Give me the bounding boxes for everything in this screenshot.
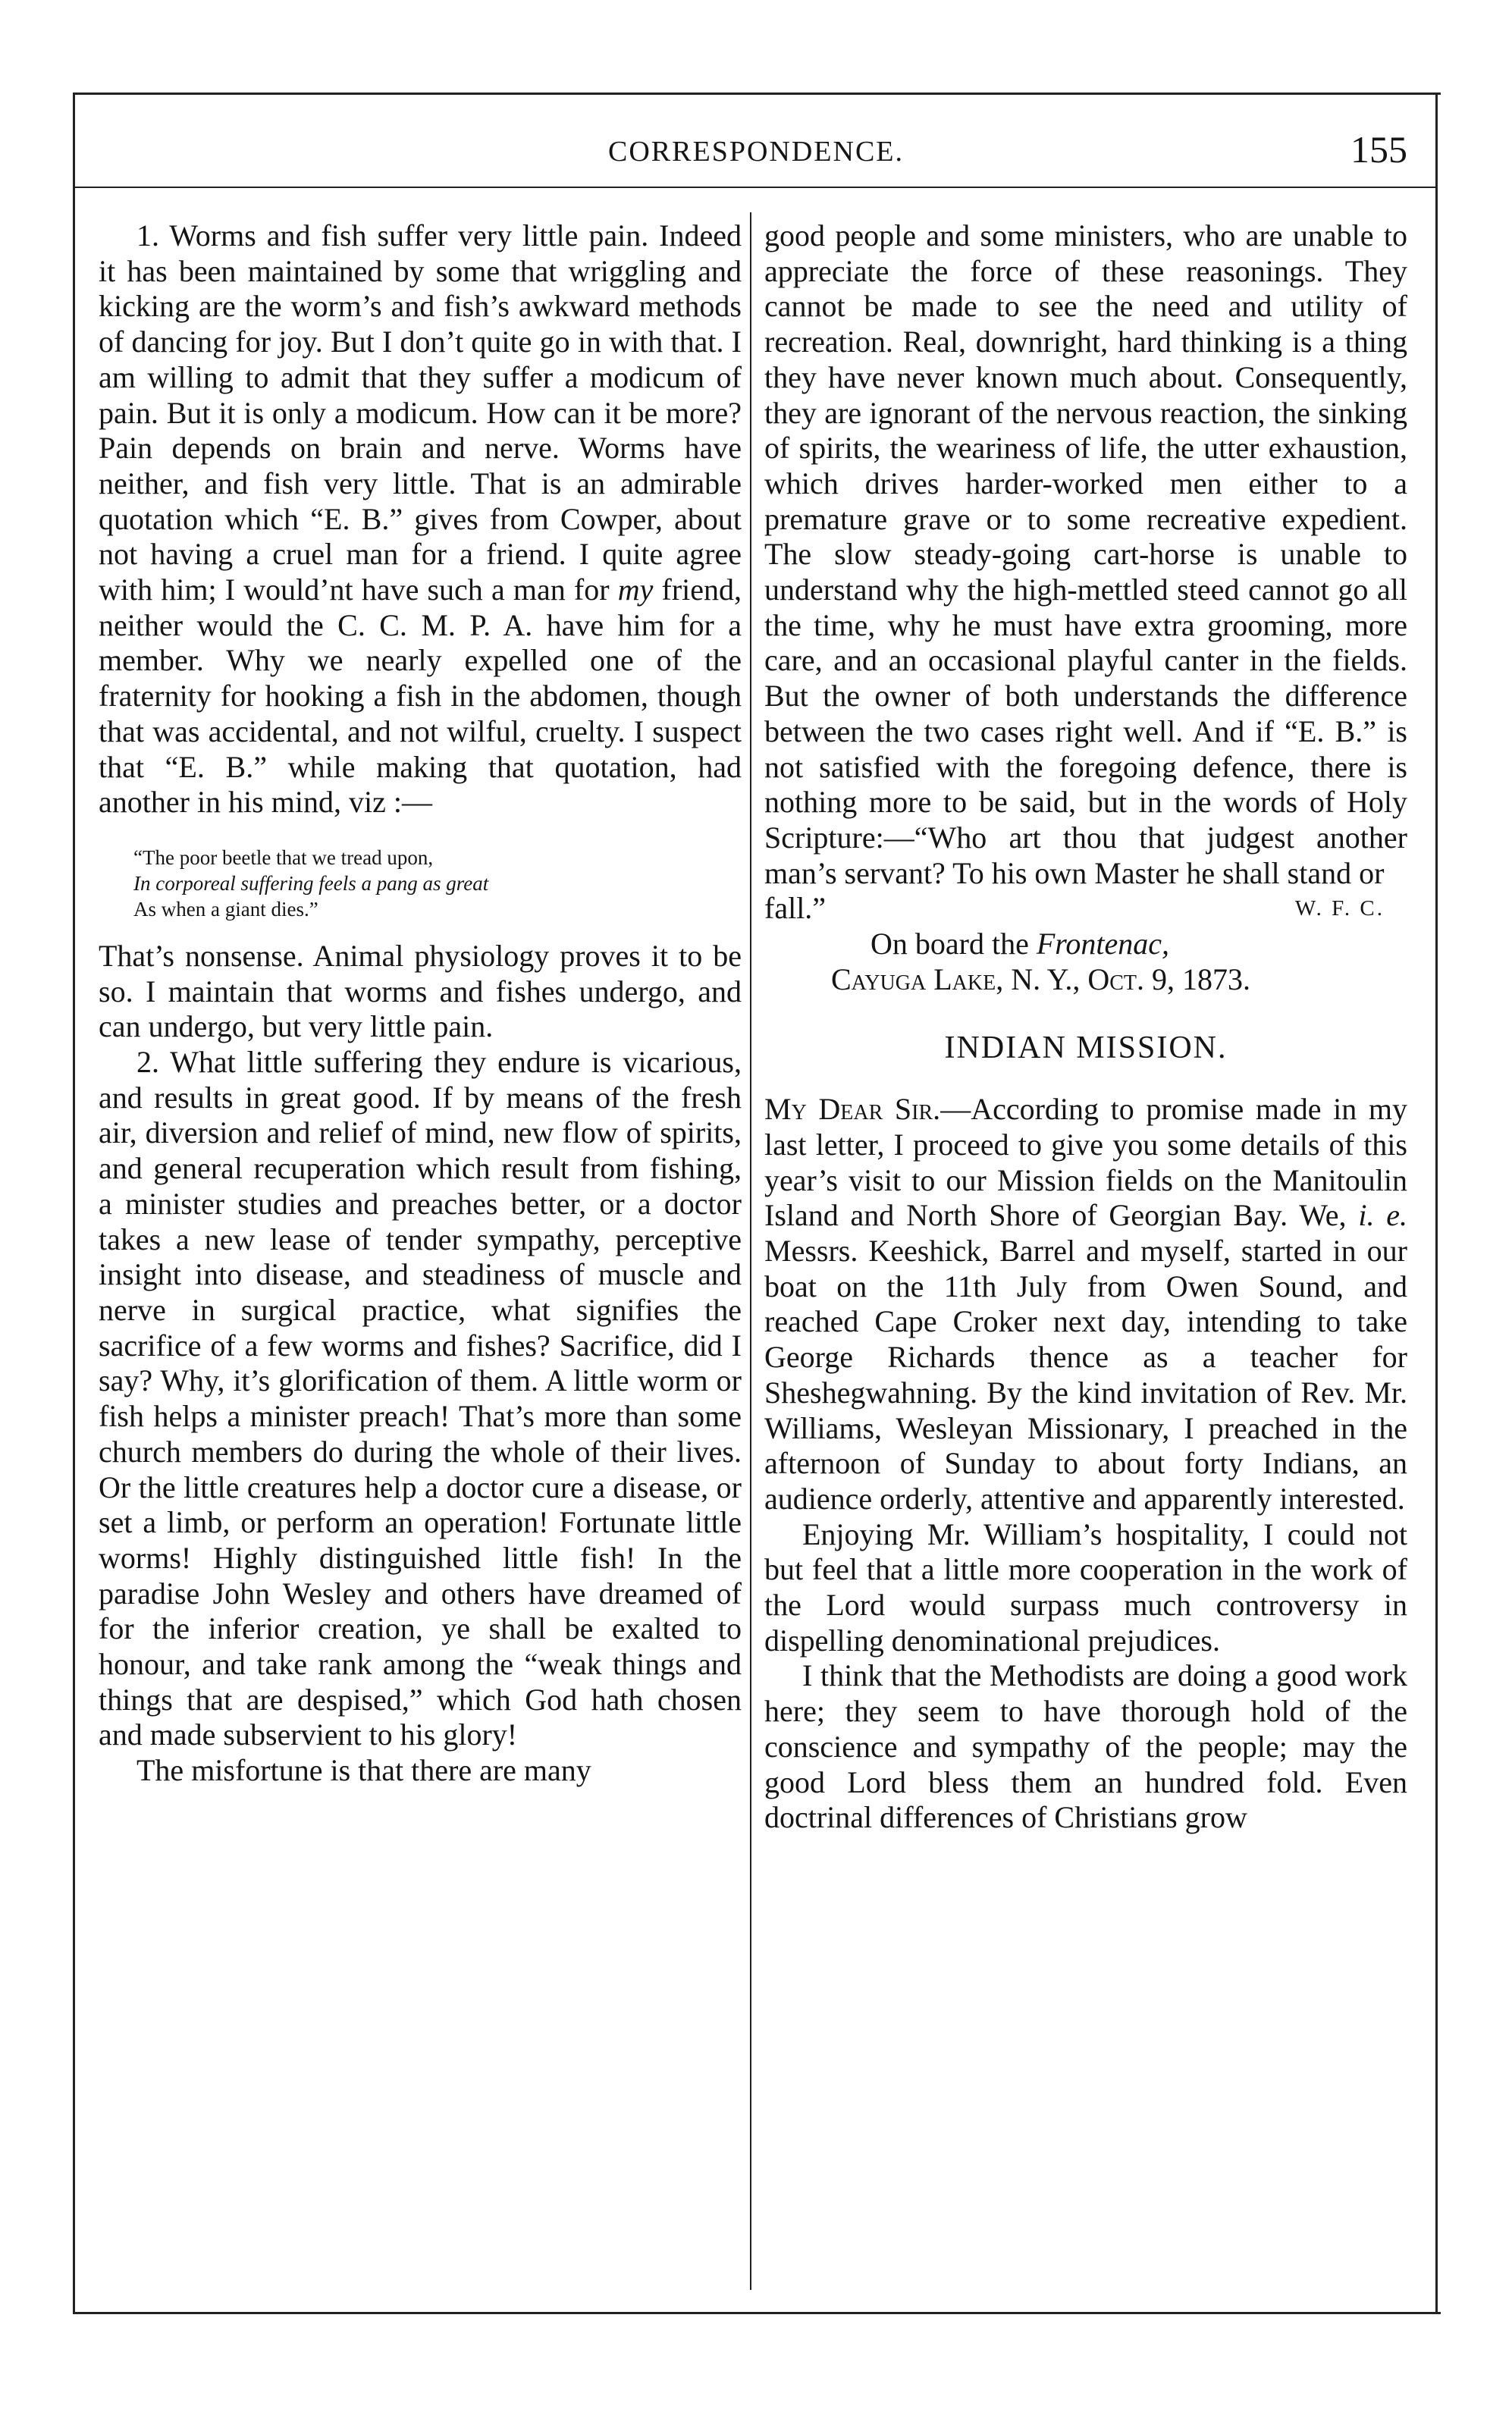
closing-word: fall.” — [764, 891, 827, 926]
verse-line-3: As when a giant dies.” — [133, 897, 318, 921]
right-border-rule — [1435, 93, 1438, 2314]
letter-paragraph-3: I think that the Methodists are doing a good work here; they seem to have thorough hold of the conscience and sympathy of the people; may the good Lord bless them an hundred fold. Even doctrinal differences of Christians grow — [764, 1658, 1407, 1835]
verse-line-2: In corporeal suffering feels a pang as great — [133, 871, 489, 895]
paragraph-1-tail: friend, neither would the C. C. M. P. A. have him for a member. Why we nearly expelled one of the fraternity for hooking a fish in the abdomen, though that was accidental, and not wilful, cruelty. I suspect that “E. B.” while making that quotation, had another in his mind, viz :— — [99, 572, 742, 820]
letter-paragraph-1 — [764, 1092, 1407, 1517]
closing-line — [764, 891, 1407, 927]
paragraph-4: The misfortune is that there are many — [136, 1753, 591, 1788]
signature: W. F. C. — [1294, 896, 1385, 921]
continued-paragraph: good people and some ministers, who are unable to appreciate the force of these reasonings. They cannot be made to see the need and utility of recreation. Real, downright, hard thinking is a thing they have never known much about. Consequently, they are ignorant of the nervous reaction, the sinking of spirits, the weariness of life, the utter exhaustion, which drives harder-worked men either to a premature grave or to some recreative expedient. The slow steady-going cart-horse is unable to understand why the high-mettled steed cannot go all the time, why he must have extra grooming, more care, and an occasional playful canter in the fields. But the owner of both understands the difference between the two cases right well. And if “E. B.” is not satisfied with the foregoing defence, there is nothing more to be said, but in the words of Holy Scripture:—“Who art thou that judgest another man’s servant? To his own Master he shall stand or — [764, 218, 1407, 890]
dateline-date: Cayuga Lake, N. Y., Oct. 9, 1873. — [831, 961, 1250, 996]
verse-line-1: “The poor beetle that we tread upon, — [133, 845, 434, 869]
paragraph-1 — [99, 218, 742, 820]
dateline-place — [764, 927, 1407, 962]
top-border-rule — [73, 93, 1441, 95]
left-border-rule — [73, 93, 75, 2314]
salutation: My Dear Sir. — [764, 1092, 941, 1127]
letter-paragraph-1-tail: Messrs. Keeshick, Barrel and myself, started in our boat on the 11th July from Owen Sound, and reached Cape Croker next day, intending to take George Richards thence as a teacher for Sheshegwahning. By the kind invitation of Rev. Mr. Williams, Wesleyan Missionary, I preached in the afternoon of Sunday to about forty Indians, an audience orderly, attentive and apparently interested. — [764, 1233, 1407, 1516]
page-number: 155 — [1350, 128, 1407, 171]
column-divider — [750, 212, 751, 2290]
paragraph-1-text: 1. Worms and fish suffer very little pain. Indeed it has been maintained by some that wriggling and kicking are the worm’s and fish’s awkward methods of dancing for joy. But I don’t quite go in with that. I am willing to admit that they suffer a modicum of pain. But it is only a modicum. How can it be more? Pain depends on brain and nerve. Worms have neither, and fish very little. That is an admirable quotation which “E. B.” gives from Cowper, about not having a cruel man for a friend. I quite agree with him; I would’nt have such a man for — [99, 218, 742, 607]
bottom-border-rule — [73, 2312, 1441, 2314]
paragraph-1-emphasis: my — [617, 572, 654, 607]
dateline-prefix: On board the — [870, 927, 1037, 961]
letter-paragraph-1-emphasis: i. e. — [1358, 1198, 1408, 1233]
ship-name: Frontenac, — [1036, 927, 1169, 961]
section-title: INDIAN MISSION. — [944, 1030, 1228, 1066]
letter-paragraph-2: Enjoying Mr. William’s hospitality, I could not but feel that a little more cooperation in the work of the Lord would surpass much controversy in dispelling denominational prejudices. — [764, 1517, 1407, 1658]
paragraph-3: 2. What little suffering they endure is vicarious, and results in great good. If by means of the fresh air, diversion and relief of mind, new flow of spirits, and general recuperation which result from fishing, a minister studies and preaches better, or a doctor takes a new lease of tender sympathy, perceptive insight into disease, and steadiness of muscle and nerve in surgical practice, what signifies the sacrifice of a few worms and fishes? Sacrifice, did I say? Why, it’s glorification of them. A little worm or fish helps a minister preach! That’s more than some church members do during the whole of their lives. Or the little creatures help a doctor cure a disease, or set a limb, or perform an operation! Fortunate little worms! Highly distinguished little fish! In the paradise John Wesley and others have dreamed of for the inferior creation, ye shall be exalted to honour, and take rank among the “weak things and things that are despised,” which God hath chosen and made subservient to his glory! — [99, 1045, 742, 1752]
right-column — [764, 218, 1407, 1836]
verse-quotation — [133, 845, 742, 922]
left-column — [99, 218, 742, 1789]
paragraph-2: That’s nonsense. Animal physiology proves it to be so. I maintain that worms and fishes undergo, and can undergo, but very little pain. — [99, 938, 742, 1044]
running-title: CORRESPONDENCE. — [608, 136, 904, 168]
letter-paragraph-1-text: —According to promise made in my last letter, I proceed to give you some details of this year’s visit to our Mission fields on the Manitoulin Island and North Shore of Georgian Bay. We, — [764, 1092, 1408, 1233]
header-rule — [73, 187, 1438, 188]
page-header — [91, 127, 1421, 173]
